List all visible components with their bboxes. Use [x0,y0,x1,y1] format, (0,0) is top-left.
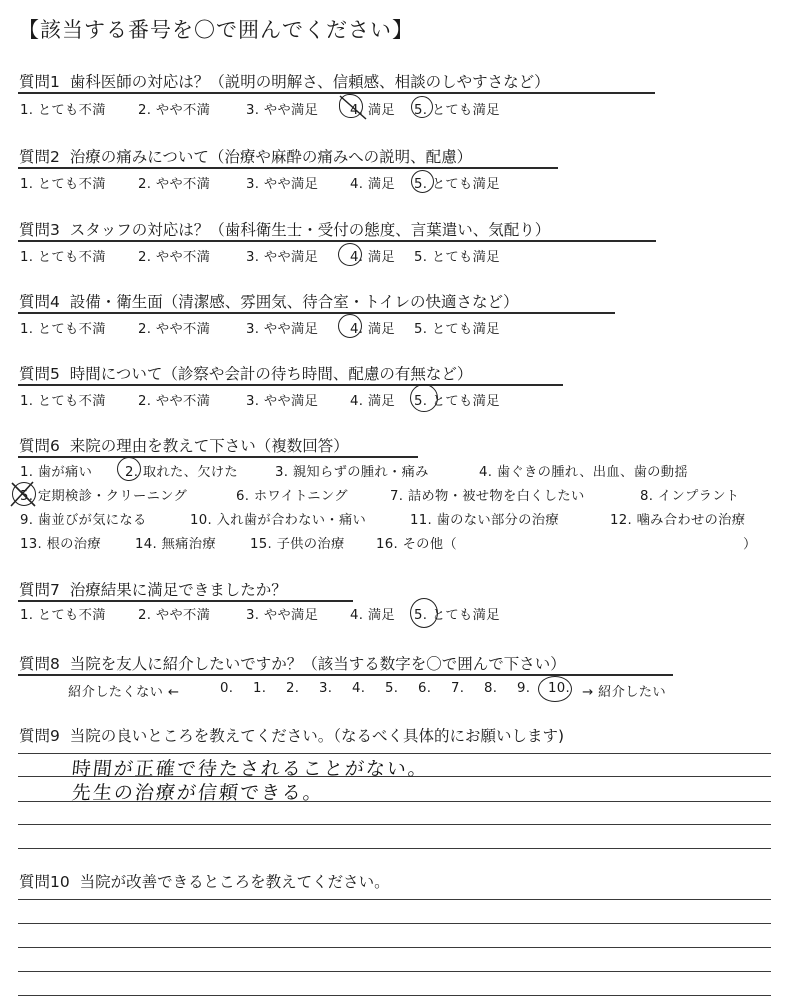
q3-option-5[interactable]: 5. とても満足 [414,250,500,265]
q9-text: 当院の良いところを教えてください。（なるべく具体的にお願いします) [69,727,565,745]
q2-answer-circle [411,170,434,193]
q7-text: 治療結果に満足できましたか？ [69,581,287,599]
q2-option-1[interactable]: 1. とても不満 [20,177,106,192]
q8-num-6[interactable]: 6. [418,681,432,696]
q5-answer-circle [410,384,438,412]
q8-text: 当院を友人に紹介したいですか？（該当する数字を〇で囲んで下さい） [69,655,566,673]
q6-option-2-circle [117,457,141,481]
q2-text: 治療の痛みについて（治療や麻酔の痛みへの説明、配慮） [69,148,473,166]
q8-num-7[interactable]: 7. [451,681,465,696]
q8-high-label: → 紹介したい [582,685,666,700]
q5-option-4[interactable]: 4. 満足 [350,394,396,409]
q5-question [19,362,472,384]
q2-label: 質問2 [19,148,60,166]
q5-text: 時間について（診察や会計の待ち時間、配慮の有無など） [69,365,473,383]
q6-option-16[interactable]: 16. その他（ [376,537,457,552]
q6-option-3[interactable]: 3. 親知らずの腫れ・痛み [275,465,429,480]
q1-option-2[interactable]: 2. やや不満 [138,103,211,118]
q7-label: 質問7 [19,581,60,599]
q4-option-5[interactable]: 5. とても満足 [414,322,500,337]
q9-answer-line-2[interactable]: 先生の治療が信頼できる。 [70,782,326,804]
q6-underline [18,456,418,458]
q3-option-4[interactable]: 4. 満足 [350,250,396,265]
q10-label: 質問10 [19,873,70,891]
q10-rule-4 [18,971,771,972]
q8-num-4[interactable]: 4. [352,681,366,696]
q3-question [19,218,550,240]
q5-label: 質問5 [19,365,60,383]
q8-num-1[interactable]: 1. [253,681,267,696]
q6-option-10[interactable]: 10. 入れ歯が合わない・痛い [190,513,367,528]
q10-rule-3 [18,947,771,948]
q3-answer-circle [338,243,362,266]
q6-option-9[interactable]: 9. 歯並びが気になる [20,513,147,528]
q8-num-8[interactable]: 8. [484,681,498,696]
q6-option-4[interactable]: 4. 歯ぐきの腫れ、出血、歯の動揺 [479,465,688,480]
q1-question [19,70,550,92]
q2-underline [18,167,558,169]
q8-question [19,652,566,674]
q4-option-1[interactable]: 1. とても不満 [20,322,106,337]
q8-num-10[interactable]: 10. [548,681,571,696]
q6-option-14[interactable]: 14. 無痛治療 [135,537,216,552]
q7-option-2[interactable]: 2. やや不満 [138,608,211,623]
q3-option-2[interactable]: 2. やや不満 [138,250,211,265]
q4-label: 質問4 [19,293,60,311]
q6-option-5-cross-mark [8,480,38,510]
q8-num-5[interactable]: 5. [385,681,399,696]
q1-underline [18,92,655,94]
q6-option-6[interactable]: 6. ホワイトニング [236,489,348,504]
q6-option-1[interactable]: 1. 歯が痛い [20,465,93,480]
q8-low-label: 紹介したくない ← [68,685,180,700]
q7-underline [18,600,353,602]
q9-question [19,724,564,746]
q6-question [19,434,349,456]
q2-option-4[interactable]: 4. 満足 [350,177,396,192]
q6-text: 来院の理由を教えて下さい（複数回答） [69,437,349,455]
q4-option-2[interactable]: 2. やや不満 [138,322,211,337]
q9-answer-line-1[interactable]: 時間が正確で待たされることがない。 [70,758,431,780]
q6-option-11[interactable]: 11. 歯のない部分の治療 [410,513,559,528]
q8-num-3[interactable]: 3. [319,681,333,696]
q5-option-3[interactable]: 3. やや満足 [246,394,319,409]
q8-num-0[interactable]: 0. [220,681,234,696]
q6-option-13[interactable]: 13. 根の治療 [20,537,101,552]
q1-option-3[interactable]: 3. やや満足 [246,103,319,118]
q4-answer-circle [338,314,362,338]
q1-cross-out-mark [338,92,368,122]
q5-option-5[interactable]: 5. とても満足 [414,394,500,409]
q10-rule-2 [18,923,771,924]
q7-question [19,578,287,600]
form-title: 【該当する番号を〇で囲んでください】 [18,18,414,42]
q8-label: 質問8 [19,655,60,673]
q1-option-5[interactable]: 5. とても満足 [414,103,500,118]
q1-label: 質問1 [19,73,60,91]
q6-option-8[interactable]: 8. インプラント [640,489,740,504]
q4-text: 設備・衛生面（清潔感、雰囲気、待合室・トイレの快適さなど） [69,293,519,311]
q8-underline [18,674,673,676]
q6-other-close-paren: ） [743,537,757,552]
q9-rule-4 [18,824,771,825]
q7-option-1[interactable]: 1. とても不満 [20,608,106,623]
q8-num-9[interactable]: 9. [517,681,531,696]
q5-underline [18,384,563,386]
q6-option-15[interactable]: 15. 子供の治療 [250,537,345,552]
q9-rule-5 [18,848,771,849]
q1-option-4[interactable]: 4. 満足 [350,103,396,118]
q8-answer-circle [538,676,572,702]
q4-underline [18,312,615,314]
q4-option-3[interactable]: 3. やや満足 [246,322,319,337]
q10-rule-1 [18,899,771,900]
q4-option-4[interactable]: 4. 満足 [350,322,396,337]
q10-question [19,870,390,892]
q6-option-7[interactable]: 7. 詰め物・被せ物を白くしたい [390,489,585,504]
q6-label: 質問6 [19,437,60,455]
q8-num-2[interactable]: 2. [286,681,300,696]
q6-option-5[interactable]: 5. 定期検診・クリーニング [20,489,188,504]
q6-option-2[interactable]: 2. 取れた、欠けた [125,465,238,480]
q1-text: 歯科医師の対応は？（説明の明解さ、信頼感、相談のしやすさなど） [69,73,550,91]
q4-question [19,290,518,312]
q2-option-3[interactable]: 3. やや満足 [246,177,319,192]
q3-option-1[interactable]: 1. とても不満 [20,250,106,265]
q1-answer-circle [411,96,433,118]
q5-option-1[interactable]: 1. とても不満 [20,394,106,409]
q10-text: 当院が改善できるところを教えてください。 [79,873,390,891]
q1-option-1[interactable]: 1. とても不満 [20,103,106,118]
q7-option-4[interactable]: 4. 満足 [350,608,396,623]
q7-answer-circle [410,598,438,628]
q3-label: 質問3 [19,221,60,239]
q10-rule-5 [18,995,771,996]
q3-text: スタッフの対応は？（歯科衛生士・受付の態度、言葉遣い、気配り） [69,221,551,239]
q9-label: 質問9 [19,727,60,745]
q3-underline [18,240,656,242]
q2-option-2[interactable]: 2. やや不満 [138,177,211,192]
q7-option-5[interactable]: 5. とても満足 [414,608,500,623]
q5-option-2[interactable]: 2. やや不満 [138,394,211,409]
q7-option-3[interactable]: 3. やや満足 [246,608,319,623]
q2-option-5[interactable]: 5. とても満足 [414,177,500,192]
q2-question [19,145,472,167]
q3-option-3[interactable]: 3. やや満足 [246,250,319,265]
q6-option-12[interactable]: 12. 噛み合わせの治療 [610,513,746,528]
